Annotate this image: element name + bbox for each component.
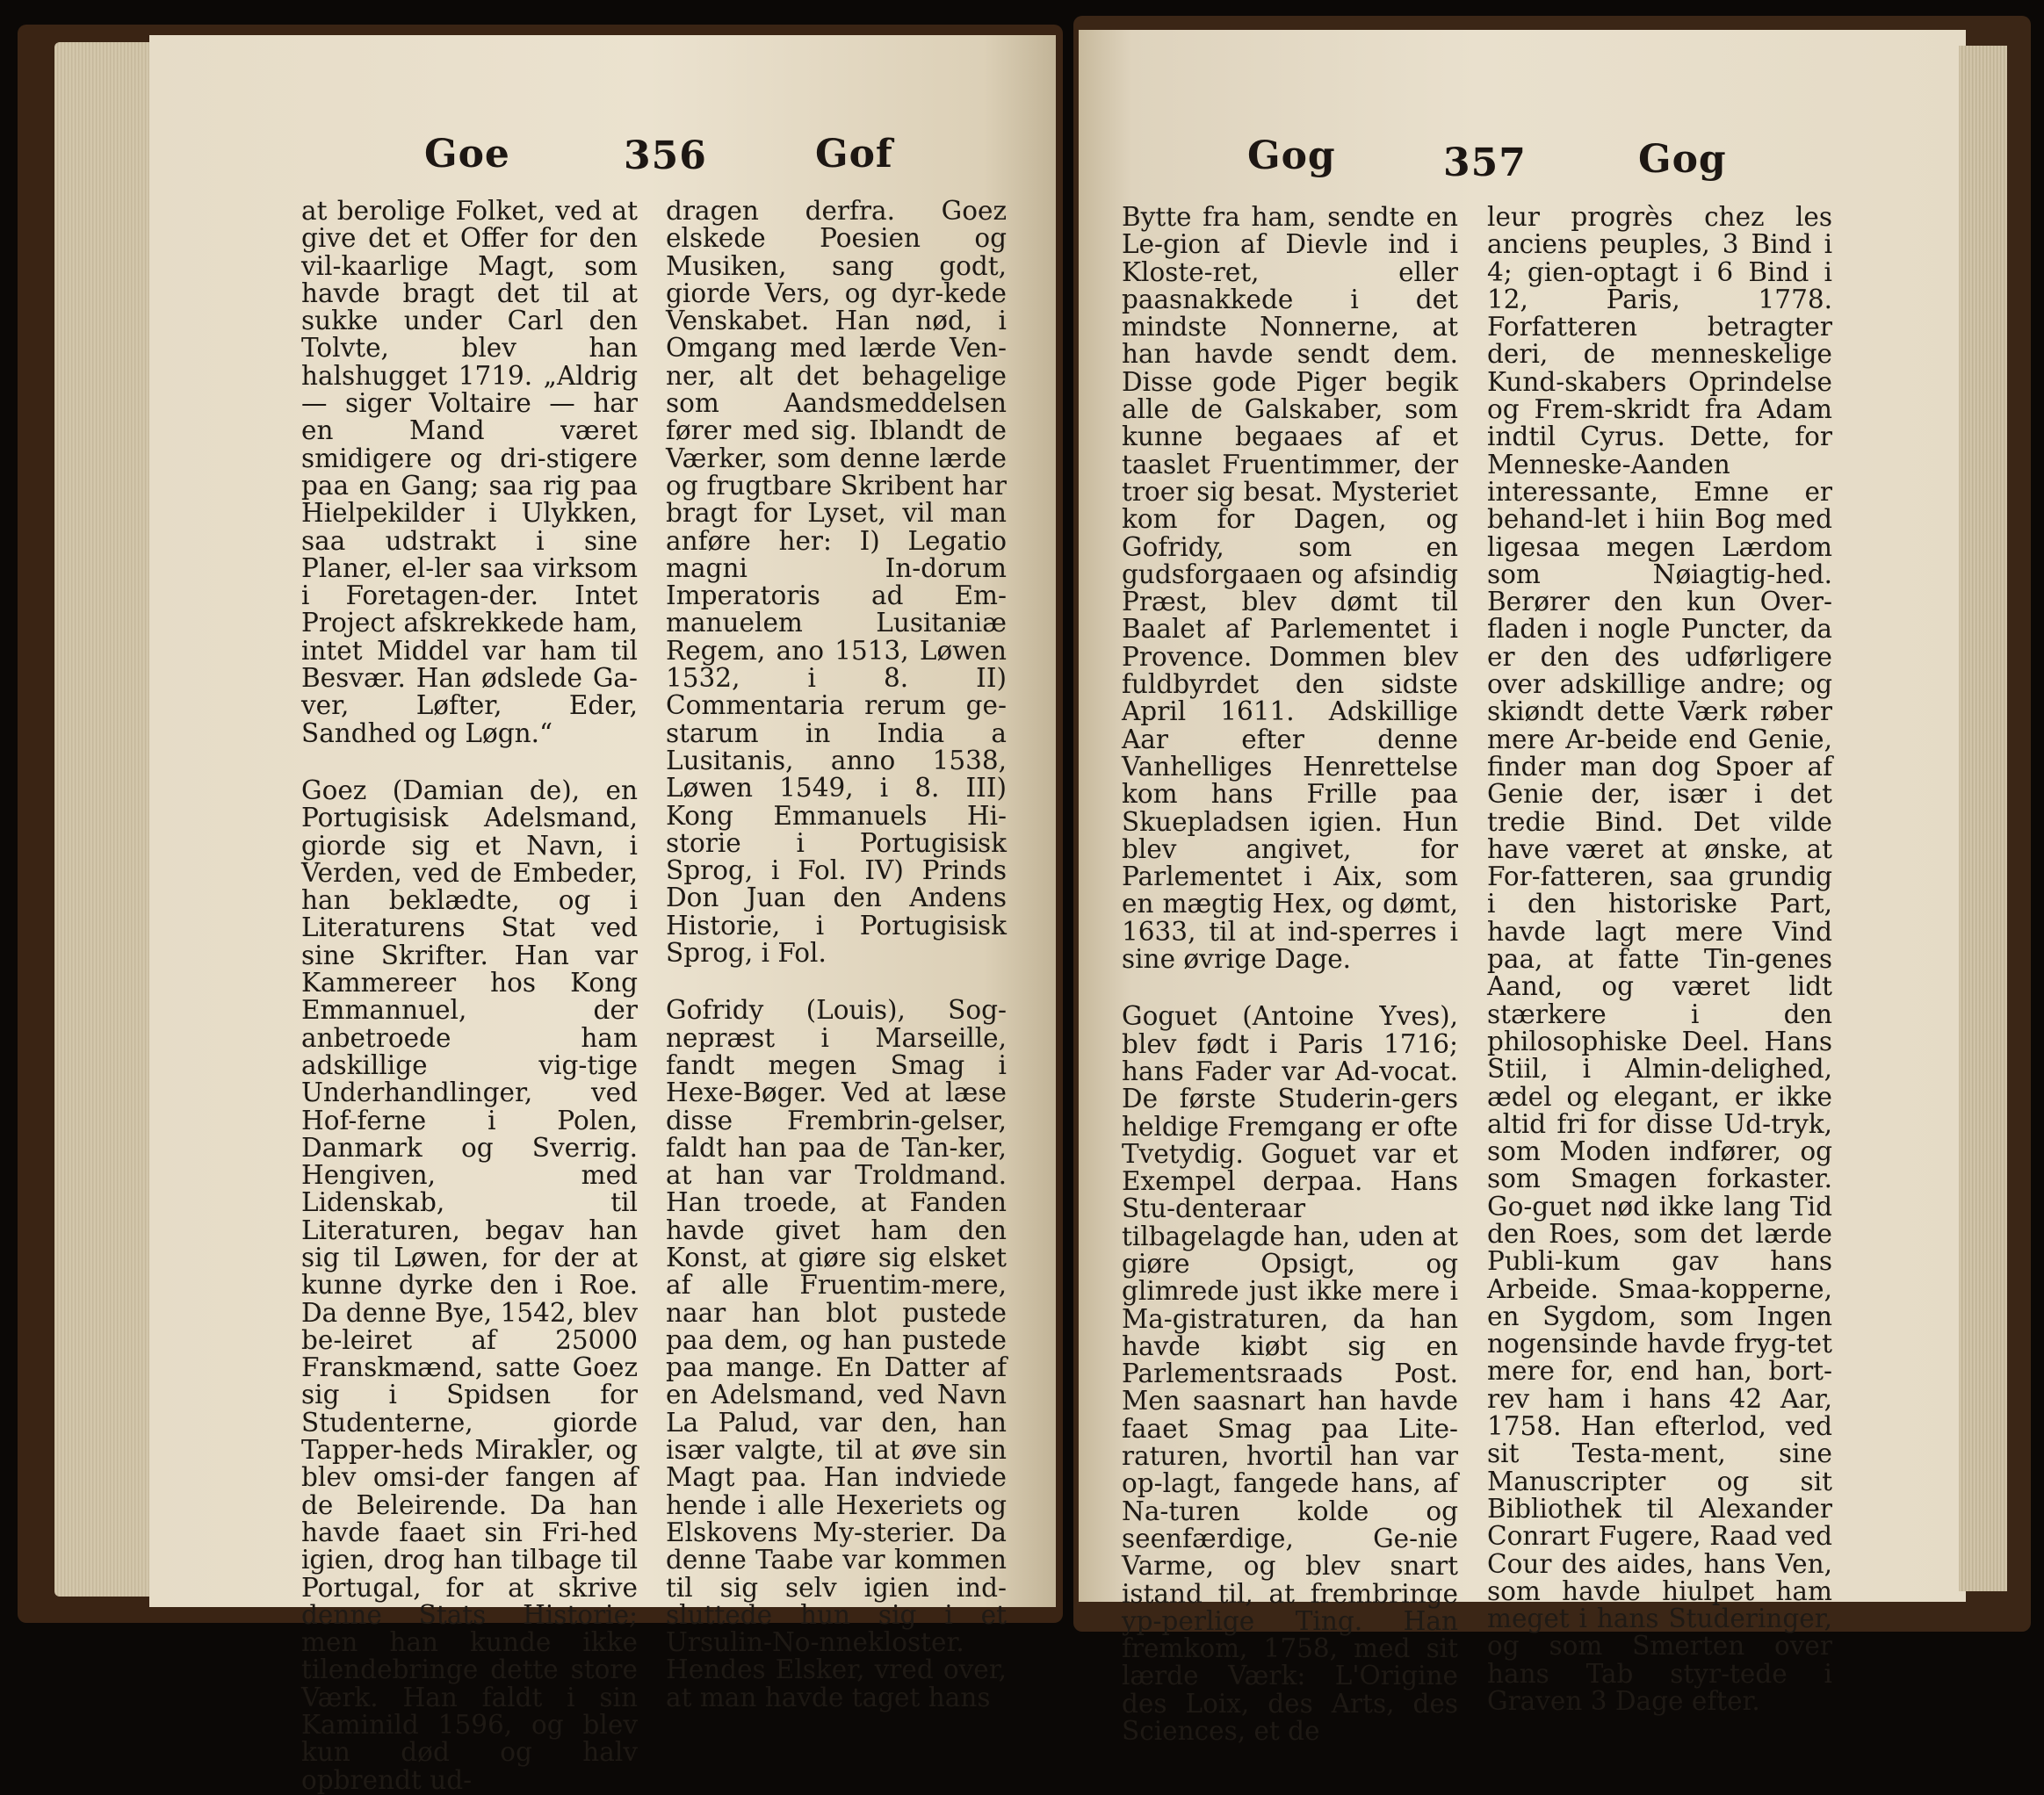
left-page-column-1	[301, 198, 638, 1794]
paragraph: at berolige Folket, ved at give det et Offer for den vil-kaarlige Magt, som havde bragt det til at sukke under Carl den Tolvte, blev han halshugget 1719. „Aldrig — siger Voltaire — har en Mand været smidigere og dri-stigere paa en Gang; saa rig paa Hielpekilder i Ulykken, saa udstrakt i sine Planer, el-ler saa virksom i Foretagen-der. Intet Project afskrekkede ham, intet Middel var ham til Besvær. Han ødslede Ga-ver, Løfter, Eder, Sandhed og Løgn.“	[301, 196, 638, 748]
left-page-number: 356	[624, 133, 707, 178]
right-page-column-2	[1487, 204, 1832, 1715]
right-header-left: Gog	[1247, 133, 1336, 178]
entry-goguet: Goguet (Antoine Yves), blev født i Paris 1716; hans Fader var Ad-vocat. De første Studerin-gers heldige Fremgang er ofte Tvetydig. Goguet var et Exempel derpaa. Hans Stu-denteraar tilbagelagde han, uden at giøre Opsigt, og glimrede just ikke mere i Ma-gistraturen, da han havde kiøbt sig en Parlementsraads Post. Men saasnart han havde faaet Smag paa Lite-raturen, hvortil han var op-lagt, fangede hans, af Na-turen kolde og seenfærdige, Ge-nie Varme, og blev snart istand til, at frembringe yp-perlige Ting. Han fremkom, 1758, med sit lærde Værk: L'Origine des Loix, des Arts, des Sciences, et de	[1122, 1001, 1458, 1747]
left-page-column-2	[666, 198, 1007, 1712]
paragraph: dragen derfra. Goez elskede Poesien og Musiken, sang godt, giorde Vers, og dyr-kede Venskabet. Han nød, i Omgang med lærde Ven-ner, alt det behagelige som Aandsmeddelsen fører med sig. Iblandt de Værker, som denne lærde og frugtbare Skribent har bragt for Lyset, vil man anføre her: I) Legatio magni In-dorum Imperatoris ad Em-manuelem Lusitaniæ Regem, ano 1513, Løwen 1532, i 8. II) Commentaria rerum ge-starum in India a Lusitanis, anno 1538, Løwen 1549, i 8. III) Kong Emmanuels Hi-storie i Portugisisk Sprog, i Fol. IV) Prinds Don Juan den Andens Historie, i Portugisisk Sprog, i Fol.	[666, 196, 1007, 969]
left-page-edges	[54, 42, 155, 1597]
right-page-edges	[1959, 46, 2007, 1591]
left-header-left: Goe	[424, 132, 510, 177]
paragraph: Bytte fra ham, sendte en Le-gion af Dievle ind i Kloste-ret, eller paasnakkede i det mindste Nonnerne, at han havde sendt dem. Disse gode Piger begik alle de Galskaber, som kunne begaaes af et taaslet Fruentimmer, der troer sig besat. Mysteriet kom for Dagen, og Gofridy, som en gudsforgaaen og afsindig Præst, blev dømt til Baalet af Parlementet i Provence. Dommen blev fuldbyrdet den sidste April 1611. Adskillige Aar efter denne Vanhelliges Henrettelse kom hans Frille paa Skuepladsen igien. Hun blev angivet, for Parlementet i Aix, som en mægtig Hex, og dømt, 1633, til at ind-sperres i sine øvrige Dage.	[1122, 202, 1458, 975]
right-page-column-1	[1122, 204, 1458, 1745]
right-header-right: Gog	[1638, 137, 1727, 182]
right-page-number: 357	[1443, 141, 1527, 185]
entry-gofridy: Gofridy (Louis), Sog-nepræst i Marseille, fandt megen Smag i Hexe-Bøger. Ved at læse disse Frembrin-gelser, faldt han paa de Tan-ker, at han var Troldmand. Han troede, at Fanden havde givet ham den Konst, at giøre sig elsket af alle Fruentim-mere, naar han blot pustede paa dem, og han pustede paa mange. En Datter af en Adelsmand, ved Navn La Palud, var den, han især valgte, til at øve sin Magt paa. Han indviede hende i alle Hexeriets og Elskovens My-sterier. Da denne Taabe var kommen til sig selv igien ind-sluttede hun sig i et Ursulin-No-nnekloster. Hendes Elsker, vred over, at man havde taget hans	[666, 995, 1007, 1712]
left-header-right: Gof	[815, 132, 893, 177]
entry-goez: Goez (Damian de), en Portugisisk Adelsmand, giorde sig et Navn, i Verden, ved de Embeder, han beklædte, og i Literaturens Stat ved sine Skrifter. Han var Kammereer hos Kong Emmannuel, der anbetroede ham adskillige vig-tige Underhandlinger, ved Hof-ferne i Polen, Danmark og Sverrig. Hengiven, med Lidenskab, til Literaturen, begav han sig til Løwen, for der at kunne dyrke den i Roe. Da denne Bye, 1542, blev be-leiret af 25000 Franskmænd, satte Goez sig i Spidsen for Studenterne, giorde Tapper-heds Mirakler, og blev omsi-der fangen af de Beleirende. Da han havde faaet sin Fri-hed igien, drog han tilbage til Portugal, for at skrive denne Stats Historie; men han kunde ikke tilendebringe dette store Værk. Han faldt i sin Kaminild 1596, og blev kun død og halv opbrendt ud-	[301, 775, 638, 1795]
paragraph: leur progrès chez les anciens peuples, 3 Bind i 4; gien-optagt i 6 Bind i 12, Paris, 1778. Forfatteren betragter deri, de menneskelige Kund-skabers Oprindelse og Frem-skridt fra Adam indtil Cyrus. Dette, for Menneske-Aanden interessante, Emne er behand-let i hiin Bog med ligesaa megen Lærdom som Nøiagtig-hed. Berører den kun Over-fladen i nogle Puncter, da er den des udførligere over adskillige andre; og skiøndt dette Værk røber mere Ar-beide end Genie, finder man dog Spoer af Genie der, især i det tredie Bind. Det vilde have været at ønske, at For-fatteren, saa grundig i den historiske Part, havde lagt mere Vind paa, at fatte Tin-genes Aand, og været lidt stærkere i den philosophiske Deel. Hans Stiil, i Almin-delighed, ædel og elegant, er ikke altid fri for disse Ud-tryk, som Moden indfører, og som Smagen forkaster. Go-guet nød ikke lang Tid den Roes, som det lærde Publi-kum gav hans Arbeide. Smaa-kopperne, en Sygdom, som Ingen nogensinde havde fryg-tet mere for, end han, bort-rev ham i hans 42 Aar, 1758. Han efterlod, ved sit Testa-ment, sine Manuscripter og sit Bibliothek til Alexander Conrart Fugere, Raad ved Cour des aides, hans Ven, som havde hiulpet ham meget i hans Studeringer, og som Smerten over hans Tab styr-tede i Graven 3 Dage efter.	[1487, 202, 1832, 1717]
